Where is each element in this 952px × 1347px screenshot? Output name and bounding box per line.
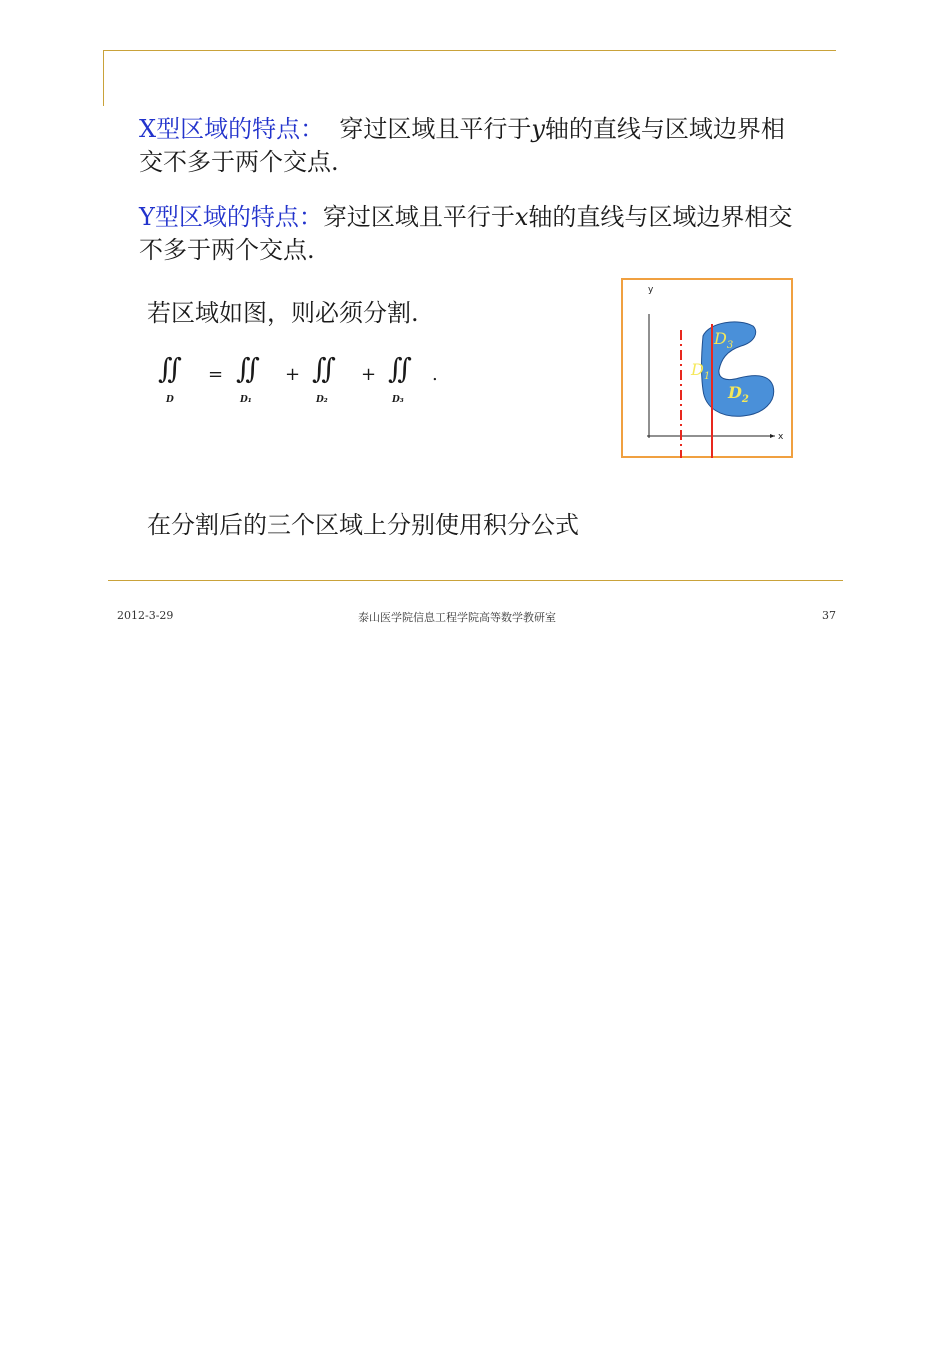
y-type-text-a: 穿过区域且平行于 xyxy=(322,203,515,231)
integral-sign: ∬ xyxy=(388,352,402,385)
x-type-text-a: 穿过区域且平行于 xyxy=(339,115,532,143)
integral-sign: ∬ xyxy=(312,352,326,385)
equals-sign: = xyxy=(208,364,224,385)
footer-date: 2012-3-29 xyxy=(117,609,174,622)
region-label-d2: $D_2$ xyxy=(728,383,749,405)
y-type-label: Y型区域的特点： xyxy=(139,203,323,231)
integral-subscript-d1: D₁ xyxy=(240,395,252,405)
region-label-d1: $D_1$ xyxy=(691,360,711,382)
integral-sign: ∬ xyxy=(236,352,250,385)
integral-subscript-d: D xyxy=(166,395,174,405)
footer-rule xyxy=(108,580,843,581)
conclusion-text: 在分割后的三个区域上分别使用积分公式 xyxy=(147,511,579,539)
integral-subscript-d3: D₃ xyxy=(392,395,404,405)
region-diagram xyxy=(621,278,793,458)
page-number: 37 xyxy=(822,609,836,622)
y-type-var: x xyxy=(514,203,529,231)
x-type-label: X型区域的特点： xyxy=(139,115,325,143)
footer-organization: 泰山医学院信息工程学院高等数学教研室 xyxy=(358,611,556,624)
y-type-paragraph xyxy=(139,201,804,267)
split-note: 若区域如图，则必须分割. xyxy=(147,299,419,327)
region-label-d3: $D_3$ xyxy=(714,329,734,351)
y-axis-label: y xyxy=(648,285,654,295)
integral-formula xyxy=(152,352,452,412)
formula-period: . xyxy=(432,364,438,385)
x-type-var: y xyxy=(531,115,545,143)
integral-subscript-d2: D₂ xyxy=(316,395,328,405)
x-axis-label: x xyxy=(778,432,784,442)
header-corner-rule xyxy=(103,50,104,106)
x-type-text-b: 轴的直线与区域边界相交不多于两个交点. xyxy=(139,115,785,176)
integral-sign: ∬ xyxy=(158,352,172,385)
x-type-paragraph xyxy=(139,113,799,179)
y-type-text-b: 轴的直线与区域边界相交不多于两个交点. xyxy=(139,203,793,264)
plus-sign: + xyxy=(285,364,301,385)
plus-sign: + xyxy=(361,364,377,385)
header-rule xyxy=(103,50,836,51)
